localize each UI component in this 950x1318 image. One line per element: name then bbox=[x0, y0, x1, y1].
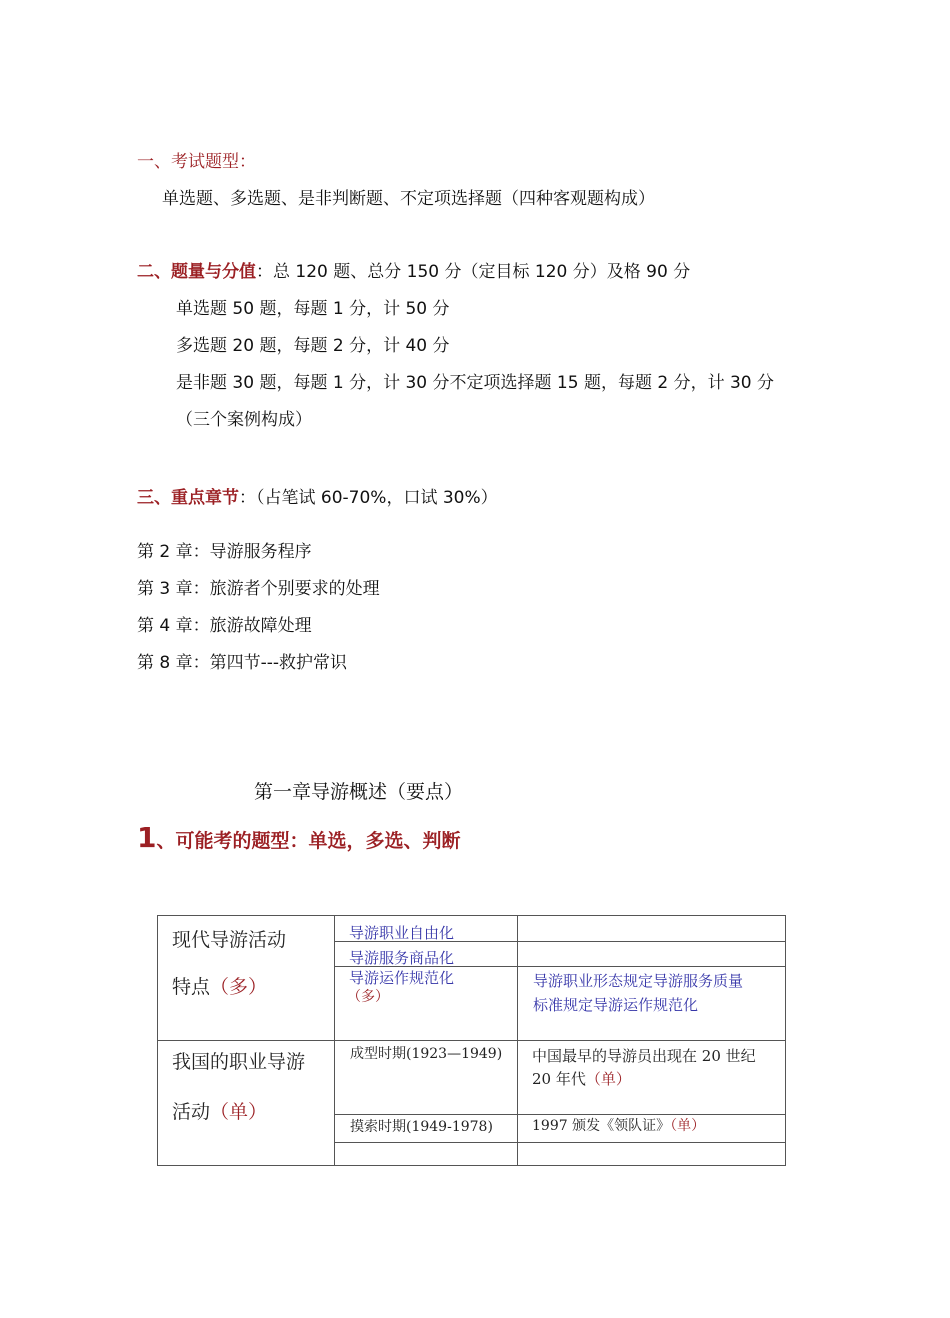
section2-line: （三个案例构成） bbox=[176, 410, 312, 430]
chapter-item: 第 4 章：旅游故障处理 bbox=[137, 616, 312, 636]
question-types-text: 、可能考的题型：单选，多选、判断 bbox=[156, 830, 461, 852]
chapter-title bbox=[254, 780, 463, 804]
table-divider bbox=[158, 1040, 785, 1041]
row2-detail2-text: 1997 颁发《领队证》 bbox=[532, 1118, 671, 1134]
row1-item: 导游服务商品化 bbox=[349, 949, 455, 967]
row2-detail1-text: 20 年代 bbox=[532, 1070, 586, 1088]
section2-header bbox=[137, 261, 690, 283]
row1-title-text: 特点 bbox=[172, 976, 211, 998]
section2-line: 是非题 30 题，每题 1 分，计 30 分不定项选择题 15 题，每题 2 分，计 30 分 bbox=[176, 373, 775, 393]
section3-header bbox=[137, 487, 498, 509]
row1-detail-line1: 导游职业形态规定导游服务质量 bbox=[533, 972, 744, 990]
row1-title-line2 bbox=[172, 975, 267, 999]
row1-title-tag: （多） bbox=[210, 976, 268, 998]
chapter-item: 第 2 章：导游服务程序 bbox=[137, 542, 312, 562]
section2-summary: ：总 120 题、总分 150 分（定目标 120 分）及格 90 分 bbox=[256, 262, 691, 282]
row1-item: 导游职业自由化 bbox=[349, 924, 455, 942]
row2-period1: 成型时期(1923—1949) bbox=[350, 1046, 503, 1062]
section3-heading: 三、重点章节 bbox=[137, 488, 239, 508]
row2-title-line1: 我国的职业导游 bbox=[172, 1051, 306, 1073]
table-divider bbox=[334, 1142, 785, 1143]
row1-item-tag: （多） bbox=[347, 989, 389, 1005]
row2-title-line2 bbox=[172, 1100, 267, 1124]
question-types-heading bbox=[137, 822, 461, 857]
row2-detail1-line1: 中国最早的导游员出现在 20 世纪 bbox=[532, 1047, 756, 1065]
chapter-item: 第 8 章：第四节---救护常识 bbox=[137, 653, 348, 673]
row2-period2: 摸索时期(1949-1978) bbox=[350, 1119, 493, 1135]
row2-detail2 bbox=[532, 1114, 705, 1138]
row2-title-tag: （单） bbox=[210, 1101, 268, 1123]
row2-detail1-line2 bbox=[532, 1067, 631, 1091]
row2-detail2-tag: （单） bbox=[670, 1118, 706, 1134]
row1-detail-line2: 标准规定导游运作规范化 bbox=[533, 996, 699, 1014]
row1-title-line1: 现代导游活动 bbox=[172, 929, 287, 951]
row2-title-text: 活动 bbox=[172, 1101, 211, 1123]
section1-body: 单选题、多选题、是非判断题、不定项选择题（四种客观题构成） bbox=[162, 189, 655, 209]
question-types-number: 1 bbox=[137, 821, 157, 854]
summary-table bbox=[157, 915, 786, 1166]
row1-item: 导游运作规范化 bbox=[349, 969, 455, 987]
section2-line: 单选题 50 题，每题 1 分，计 50 分 bbox=[176, 299, 450, 319]
row2-detail1-tag: （单） bbox=[585, 1070, 631, 1088]
chapter-title-main: 导游概述（要点） bbox=[311, 781, 464, 803]
section2-line: 多选题 20 题，每题 2 分，计 40 分 bbox=[176, 336, 450, 356]
chapter-item: 第 3 章：旅游者个别要求的处理 bbox=[137, 579, 380, 599]
chapter-title-prefix: 第一章 bbox=[254, 781, 312, 803]
section2-heading: 二、题量与分值 bbox=[137, 262, 256, 282]
section3-note: ：（占笔试 60-70%，口试 30%） bbox=[239, 488, 498, 508]
section1-heading: 一、考试题型： bbox=[137, 152, 256, 172]
